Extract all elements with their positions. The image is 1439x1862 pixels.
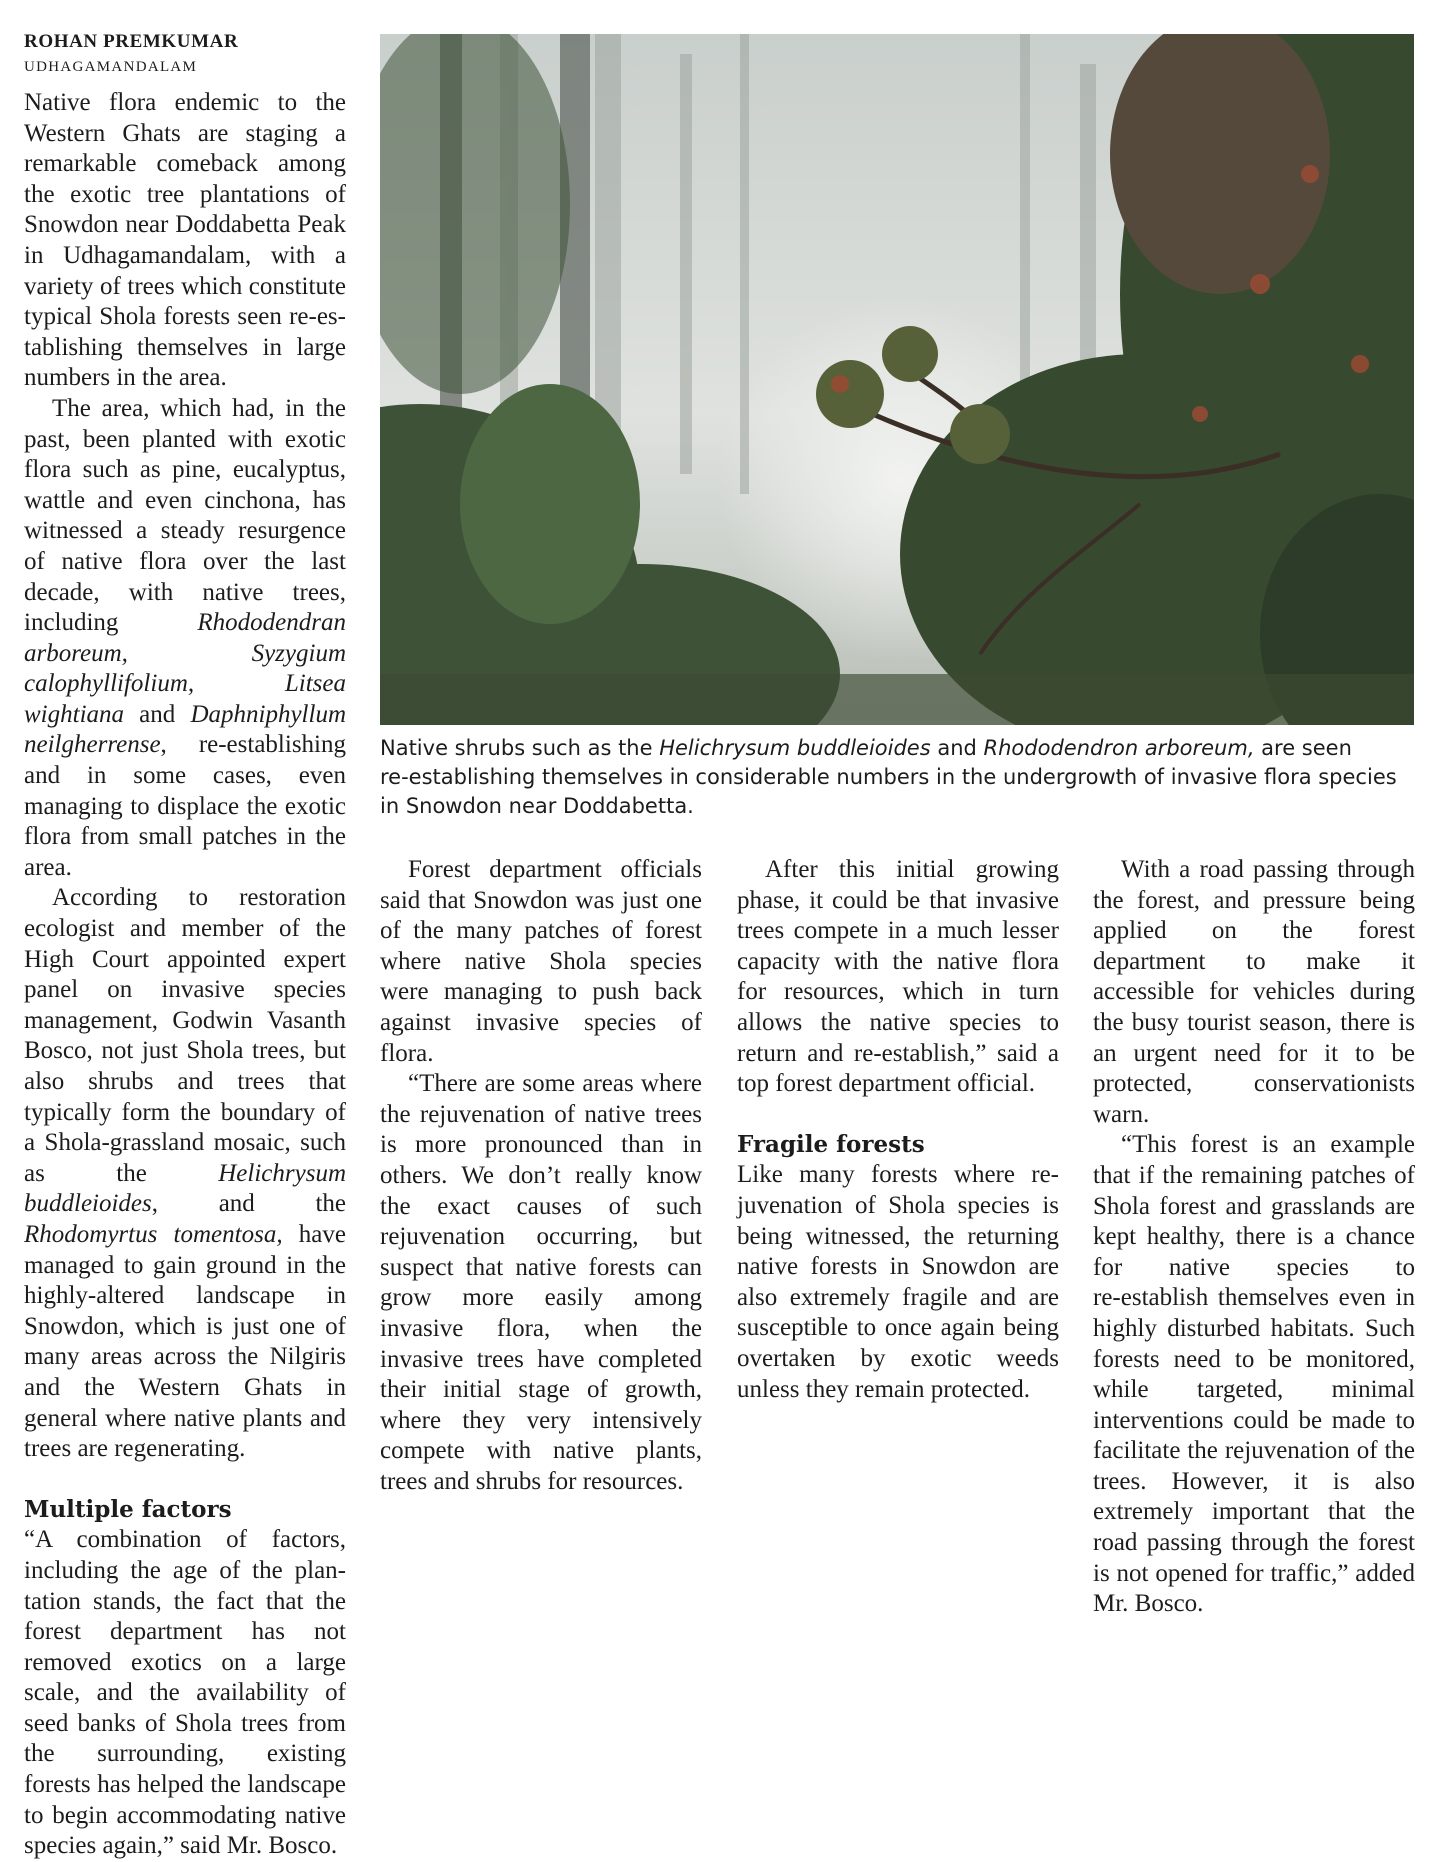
- dateline-place: UDHAGAMANDALAM: [24, 59, 198, 75]
- species-list-1: Rhododendran arboreum, Syzygium calophyllifolium, Litsea wightiana: [24, 609, 346, 728]
- author-name: ROHAN PREMKUMAR: [24, 31, 239, 52]
- caption-text-2: and: [930, 736, 984, 760]
- article-column-3: [737, 855, 1059, 1405]
- paragraph-3-text: According to restoration ecologist and member of the High Court appointed expert panel on invasive species management, Godwin Vasanth Bosco, not just Shola trees, but also shrubs and trees that typically form the boundary of a Shola‑grassland mosaic, such as the: [24, 884, 346, 1187]
- species-helichrysum: Helichrysum buddleioides: [24, 1159, 346, 1218]
- paragraph-9: With a road passing through the forest, and pressure being applied on the forest department to make it accessible for vehicles during the busy tourist season, there is an urgent need for it to be protected, conservationists warn.: [1093, 856, 1415, 1128]
- paragraph-2-end: , re‑establishing and in some cases, even managing to displace the exotic flora from small patches in the area.: [24, 731, 346, 881]
- paragraph-7: After this initial growing phase, it could be that invasive trees compete in a much lesser capacity with the native flora for resources, which in turn allows the native species to return and re‑establish,” said a top forest department official.: [737, 856, 1059, 1098]
- paragraph-10: “This forest is an example that if the remaining patches of Shola forest and grasslands are kept healthy, there is a chance for native species to re‑establish themselves even in highly disturbed habitats. Such forests need to be monitored, while targeted, minimal interventions could be made to facilitate the rejuvenation of the trees. However, it is also extremely important that the road passing through the forest is not opened for traffic,” added Mr. Bosco.: [1093, 1131, 1415, 1618]
- species-rhodomyrtus: Rhodomyrtus tomentosa,: [24, 1220, 283, 1248]
- paragraph-3-end: have managed to gain ground in the highly‑altered landscape in Snowdon, which is just one of many areas across the Nilgiris and the Western Ghats in general where native plants and trees are regenerating.: [24, 1220, 346, 1463]
- photo-caption: [380, 734, 1420, 821]
- forest-photo: [380, 34, 1414, 725]
- article-column-1: [24, 88, 346, 1862]
- species-daphniphyllum: Daphniphyllum neilgherrense: [24, 700, 346, 759]
- paragraph-2-text: The area, which had, in the past, been planted with exotic flora such as pine, eucalyptus, wattle and even cinchona, has witnessed a steady resurgence of native flora over the last decade, with native trees, including: [24, 394, 346, 637]
- conjunction-and: and: [124, 700, 191, 728]
- paragraph-4: “A combination of factors, including the age of the plantation stands, the fact that the forest department has not removed exotics on a large scale, and the availability of seed banks of Shola trees from the surrounding, existing forests has helped the landscape to begin accommodating native species again,” said Mr. Bosco.: [24, 1526, 346, 1860]
- byline: [24, 30, 354, 77]
- caption-text-3: are seen re‑establishing themselves in considerable numbers in the undergrowth of invasive flora species in Snowdon near Doddabetta.: [380, 736, 1397, 818]
- caption-species-2: Rhododendron arboreum,: [983, 736, 1255, 760]
- paragraph-6: “There are some areas where the rejuvenation of native trees is more pronounced than in others. We don’t really know the exact causes of such rejuvenation occurring, but suspect that native forests can grow more easily among invasive flora, when the invasive trees have completed their initial stage of growth, where they very intensively compete with native plants, trees and shrubs for resources.: [380, 1070, 702, 1495]
- subheading-fragile-forests: Fragile forests: [737, 1130, 925, 1158]
- paragraph-2: [24, 394, 346, 884]
- paragraph-3-mid: , and the: [151, 1190, 346, 1218]
- paragraph-1: Native flora endemic to the Western Ghats are staging a remarkable comeback among the exotic tree plantations of Snowdon near Doddabetta Peak in Udhagamandalam, with a variety of trees which constitute typical Shola forests seen re‑establishing themselves in large numbers in the area.: [24, 89, 346, 392]
- caption-species-1: Helichrysum buddleioides: [659, 736, 931, 760]
- article-column-4: [1093, 855, 1415, 1620]
- caption-text-1: Native shrubs such as the: [380, 736, 660, 760]
- article-column-2: [380, 855, 702, 1497]
- paragraph-5: Forest department officials said that Snowdon was just one of the many patches of forest where native Shola species were managing to push back against invasive species of flora.: [380, 856, 702, 1067]
- subheading-multiple-factors: Multiple factors: [24, 1495, 232, 1523]
- paragraph-3: [24, 883, 346, 1464]
- paragraph-8: Like many forests where rejuvenation of Shola species is being witnessed, the returning native forests in Snowdon are also extremely fragile and are susceptible to once again being overtaken by exotic weeds unless they remain protected.: [737, 1161, 1059, 1403]
